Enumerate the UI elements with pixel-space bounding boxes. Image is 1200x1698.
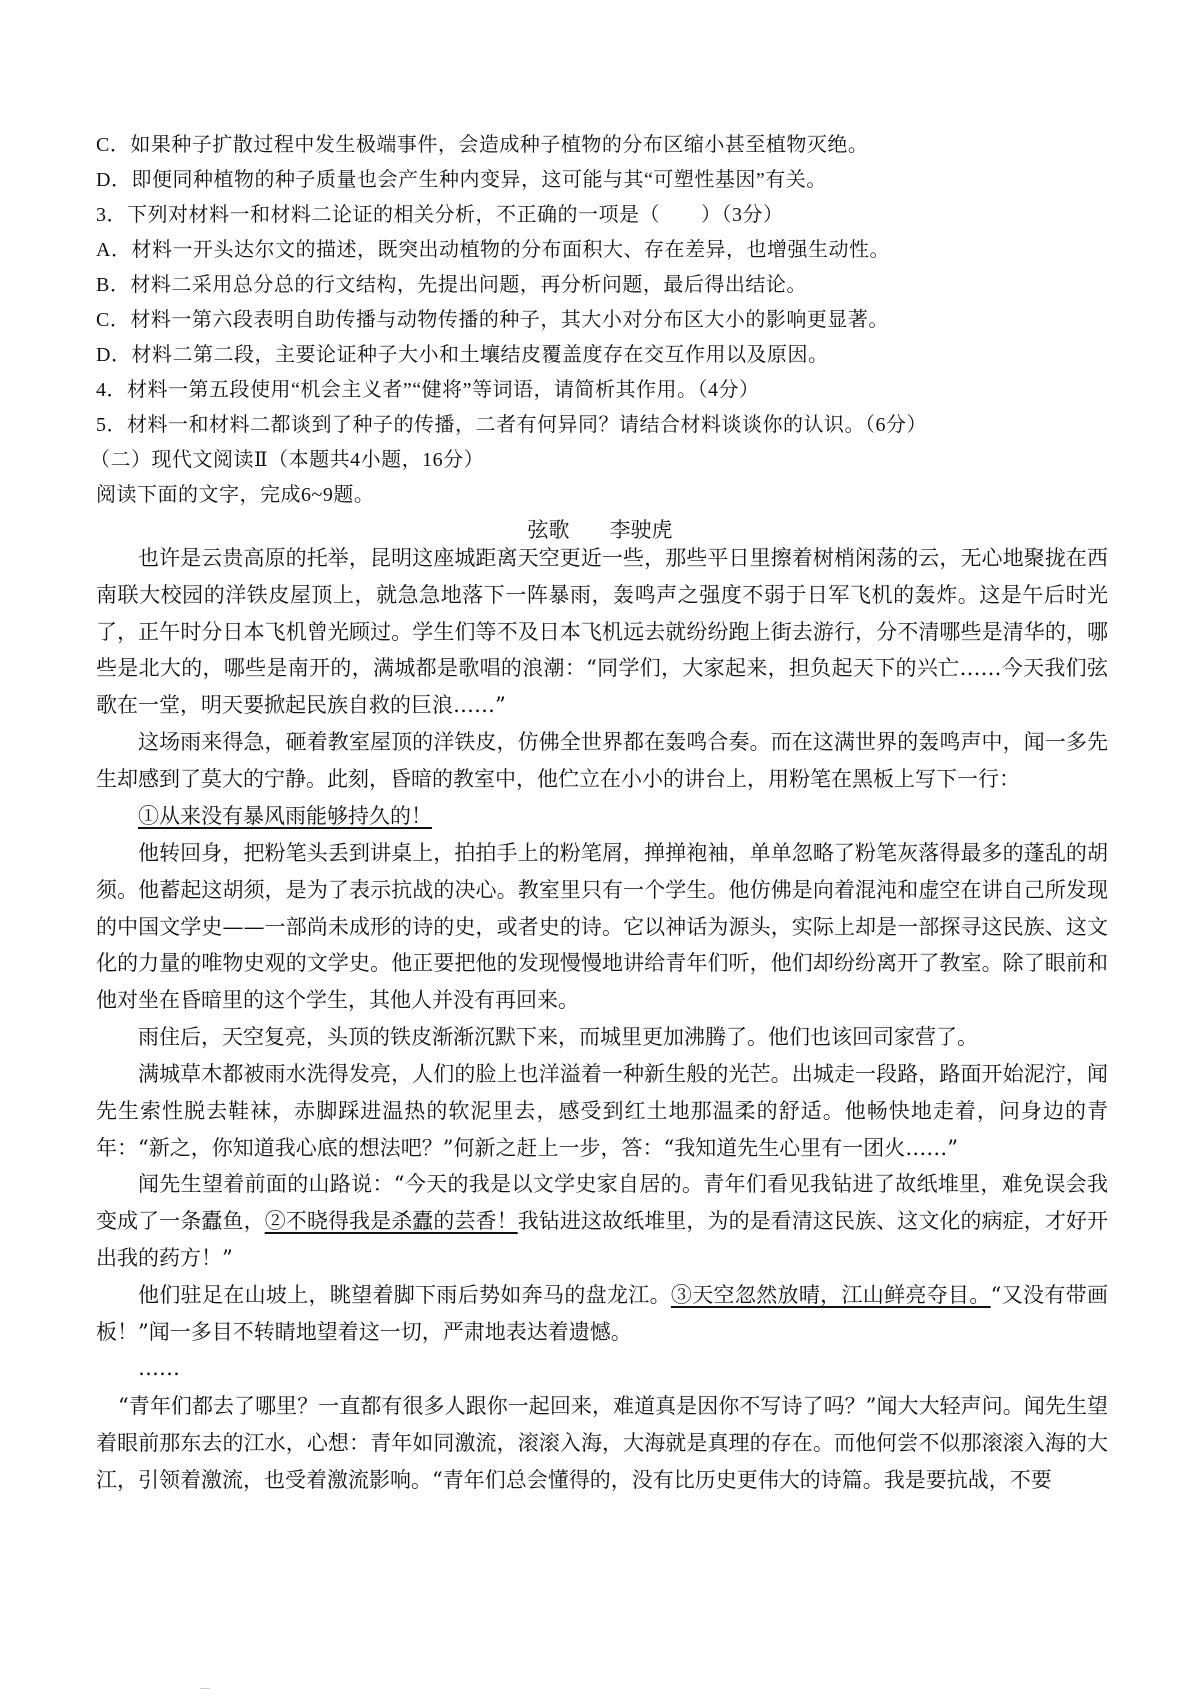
paragraph-8-end: “又没有带画板！”闻一多目不转睛地望着这一切，严肃地表达着遗憾。 [96,1283,1108,1344]
underlined-sentence-3: ③天空忽然放晴，江山鲜亮夺目。 [670,1283,991,1307]
question-3-option-c: C．材料一第六段表明自助传播与动物传播的种子，其大小对分布区大小的影响更显著。 [96,309,889,331]
question-3: 3．下列对材料一和材料二论证的相关分析，不正确的一项是（ ）（3分） [96,204,784,226]
question-3-option-d: D．材料二第二段，主要论证种子大小和土壤结皮覆盖度存在交互作用以及原因。 [96,344,829,366]
paragraph-4: 他转回身，把粉笔头丢到讲桌上，拍拍手上的粉笔屑，掸掸袍袖，单单忽略了粉笔灰落得最多的蓬乱的胡须。他蓄起这胡须，是为了表示抗战的决心。教室里只有一个学生。他仿佛是向着混沌和虚空在讲自己所发现的中国文学史——一部尚未成形的诗的史，或者史的诗。它以神话为源头，实际上却是一部探寻这民族、这文化的力量的唯物史观的文学史。他正要把他的发现慢慢地讲给青年们听，他们却纷纷离开了教室。除了眼前和他对坐在昏暗里的这个学生，其他人并没有再回来。 [96,841,1108,1013]
question-3-option-b: B．材料二采用总分总的行文结构，先提出问题，再分析问题，最后得出结论。 [96,274,807,296]
article-author: 李驶虎 [609,518,673,542]
question-3-option-a: A．材料一开头达尔文的描述，既突出动植物的分布面积大、存在差异，也增强生动性。 [96,239,890,261]
paragraph-7-start: 闻先生望着前面的山路说：“今天的我是以文学史家自居的。青年们看见我钻进了故纸堆里，难免误会我变成了一条蠹鱼， [96,1172,1108,1233]
paragraph-9: “青年们都去了哪里？一直都有很多人跟你一起回来，难道真是因你不写诗了吗？”闻大大轻声问。闻先生望着眼前那东去的江水，心想：青年如同激流，滚滚入海，大海就是真理的存在。而他何尝不似那滚滚入海的大江，引领着激流，也受着激流影响。“青年们总会懂得的，没有比历史更伟大的诗篇。我是要抗战，不要 [96,1394,1108,1492]
question-4: 4．材料一第五段使用“机会主义者”“健将”等词语，请简析其作用。（4分） [96,379,760,401]
question-5: 5．材料一和材料二都谈到了种子的传播，二者有何异同？请结合材料谈谈你的认识。（6分） [96,414,927,436]
option-c-previous: C．如果种子扩散过程中发生极端事件，会造成种子植物的分布区缩小甚至植物灭绝。 [96,134,869,156]
paragraph-1: 也许是云贵高原的托举，昆明这座城距离天空更近一些，那些平日里擦着树梢闲荡的云，无心地聚拢在西南联大校园的洋铁皮屋顶上，就急急地落下一阵暴雨，轰鸣声之强度不弱于日军飞机的轰炸。这是午后时光了，正午时分日本飞机曾光顾过。学生们等不及日本飞机远去就纷纷跑上街去游行，分不清哪些是清华的，哪些是北大的，哪些是南开的，满城都是歌唱的浪潮：“同学们，大家起来，担负起天下的兴亡……今天我们弦歌在一堂，明天要掀起民族自救的巨浪……” [96,546,1108,718]
paragraph-6: 满城草木都被雨水洗得发亮，人们的脸上也洋溢着一种新生般的光芒。出城走一段路，路面开始泥泞，闻先生索性脱去鞋袜，赤脚踩进温热的软泥里去，感受到红土地那温柔的舒适。他畅快地走着，问身边的青年：“新之，你知道我心底的想法吧？”何新之赶上一步，答：“我知道先生心里有一团火……” [96,1062,1108,1160]
paragraph-2: 这场雨来得急，砸着教室屋顶的洋铁皮，仿佛全世界都在轰鸣合奏。而在这满世界的轰鸣声中，闻一多先生却感到了莫大的宁静。此刻，昏暗的教室中，他伫立在小小的讲台上，用粉笔在黑板上写下一行： [96,730,1108,791]
footer-mark [200,1688,210,1689]
reading-instruction: 阅读下面的文字，完成6~9题。 [96,484,375,506]
underlined-sentence-1: ①从来没有暴风雨能够持久的！ [138,804,432,828]
underlined-sentence-2: ②不晓得我是杀蠹的芸香！ [264,1208,518,1233]
paragraph-7 [96,1166,1108,1276]
article-title: 弦歌 [527,518,570,542]
section-heading: （二）现代文阅读Ⅱ（本题共4小题，16分） [90,449,485,471]
paragraph-8 [96,1277,1108,1351]
paragraph-7-end: 我钻进这故纸堆里，为的是看清这民族、这文化的病症，才好开出我的药方！” [96,1208,1109,1270]
paragraph-8-start: 他们驻足在山坡上，眺望着脚下雨后势如奔马的盘龙江。 [138,1283,671,1307]
paragraph-5: 雨住后，天空复亮，头顶的铁皮渐渐沉默下来，而城里更加沸腾了。他们也该回司家营了。 [138,1025,978,1049]
option-d-previous: D．即便同种植物的种子质量也会产生种内变异，这可能与其“可塑性基因”有关。 [96,169,827,191]
ellipsis-line: …… [138,1356,180,1380]
paragraph-3-underlined [96,798,1108,835]
